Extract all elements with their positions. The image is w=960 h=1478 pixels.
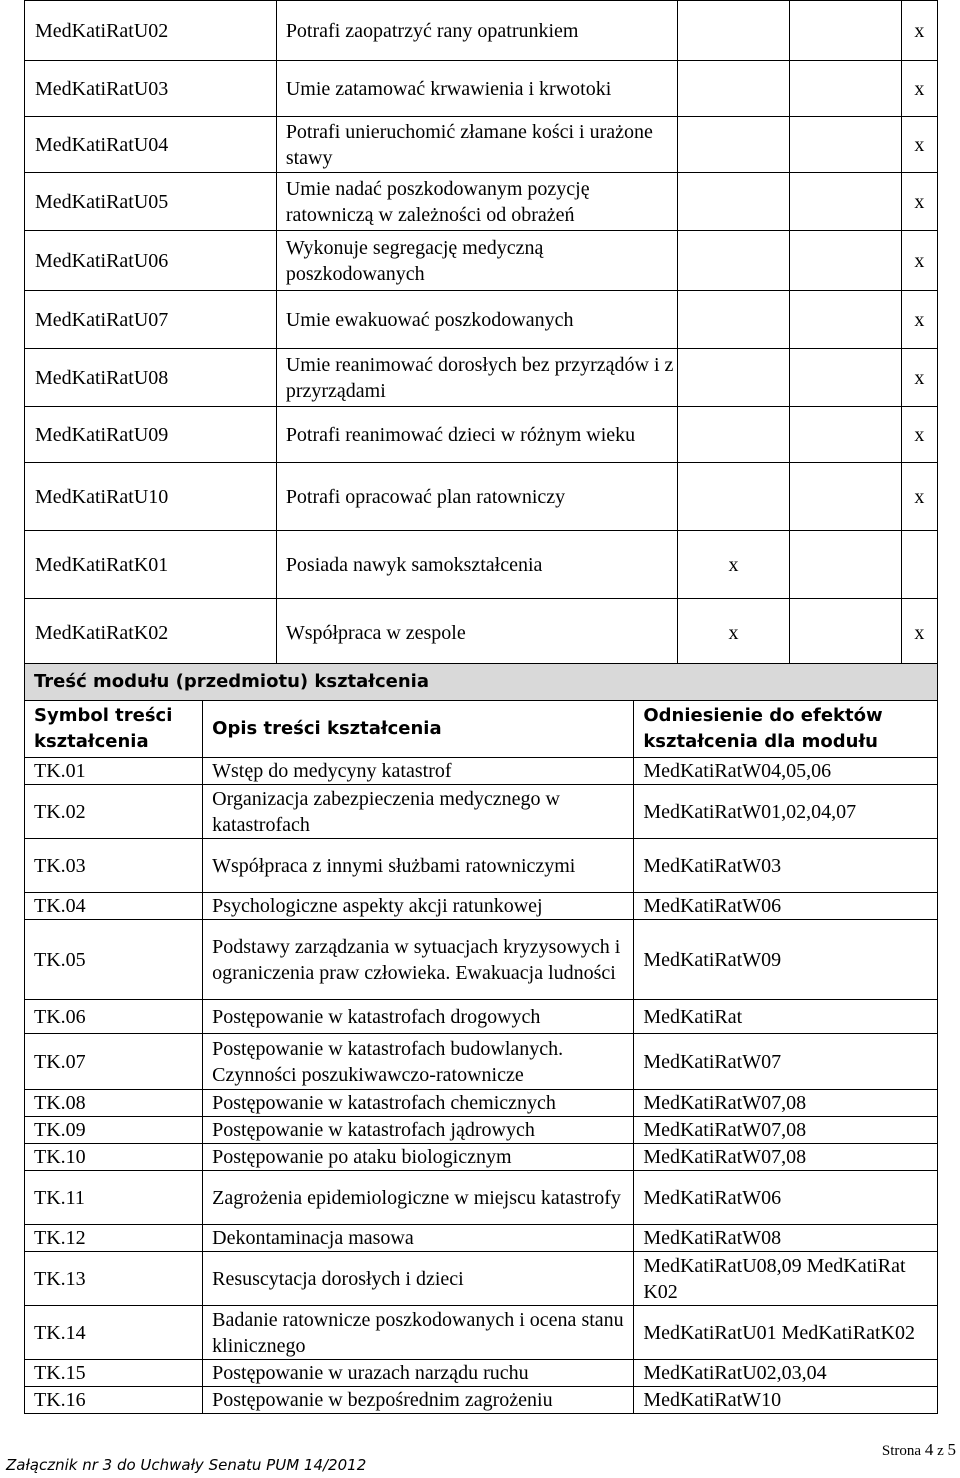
effect-code: MedKatiRatU08 <box>25 349 277 407</box>
effect-mark-k: x <box>901 463 937 531</box>
footer-page-total: 5 <box>947 1440 956 1459</box>
content-reference: MedKatiRatW03 <box>634 839 938 893</box>
content-reference: MedKatiRatW10 <box>634 1387 938 1414</box>
content-row <box>25 1306 938 1360</box>
content-row <box>25 1387 938 1414</box>
content-row <box>25 839 938 893</box>
effect-row <box>25 531 938 599</box>
effect-description: Umie zatamować krwawienia i krwotoki <box>276 61 677 117</box>
content-symbol: TK.03 <box>25 839 203 893</box>
effect-mark-u <box>789 117 901 173</box>
header-opis: Opis treści kształcenia <box>203 701 634 758</box>
content-symbol: TK.01 <box>25 758 203 785</box>
effect-mark-w <box>678 173 790 231</box>
effect-description: Umie ewakuować poszkodowanych <box>276 291 677 349</box>
effect-code: MedKatiRatU07 <box>25 291 277 349</box>
content-symbol: TK.10 <box>25 1144 203 1171</box>
content-symbol: TK.15 <box>25 1360 203 1387</box>
header-symbol: Symbol treści kształcenia <box>25 701 203 758</box>
module-content-table <box>24 663 938 1414</box>
effect-description: Umie reanimować dorosłych bez przyrządów i z przyrządami <box>276 349 677 407</box>
effect-description: Współpraca w zespole <box>276 599 677 667</box>
effect-description: Potrafi unieruchomić złamane kości i urażone stawy <box>276 117 677 173</box>
content-description: Podstawy zarządzania w sytuacjach kryzysowych i ograniczenia praw człowieka. Ewakuacja ludności <box>203 920 634 1000</box>
content-row <box>25 1000 938 1034</box>
content-symbol: TK.04 <box>25 893 203 920</box>
effect-mark-w: x <box>678 531 790 599</box>
effect-row <box>25 231 938 291</box>
content-description: Postępowanie w katastrofach jądrowych <box>203 1117 634 1144</box>
effect-mark-k: x <box>901 407 937 463</box>
content-description: Psychologiczne aspekty akcji ratunkowej <box>203 893 634 920</box>
effect-code: MedKatiRatK01 <box>25 531 277 599</box>
effect-mark-k: x <box>901 61 937 117</box>
content-table-title-row <box>25 664 938 701</box>
effect-row <box>25 349 938 407</box>
effect-mark-w <box>678 407 790 463</box>
content-reference: MedKatiRatW07,08 <box>634 1144 938 1171</box>
effect-mark-k: x <box>901 291 937 349</box>
content-row <box>25 1090 938 1117</box>
effect-description: Potrafi zaopatrzyć rany opatrunkiem <box>276 1 677 61</box>
effect-row <box>25 291 938 349</box>
footer-page-sep: z <box>937 1443 944 1459</box>
content-symbol: TK.07 <box>25 1034 203 1090</box>
content-description: Dekontaminacja masowa <box>203 1225 634 1252</box>
footer-page-prefix: Strona <box>881 1443 922 1459</box>
content-symbol: TK.02 <box>25 785 203 839</box>
content-reference: MedKatiRatW07,08 <box>634 1090 938 1117</box>
effect-mark-w <box>678 117 790 173</box>
effect-row <box>25 173 938 231</box>
content-symbol: TK.08 <box>25 1090 203 1117</box>
effect-code: MedKatiRatU10 <box>25 463 277 531</box>
content-table-title: Treść modułu (przedmiotu) kształcenia <box>25 664 938 701</box>
effect-mark-k <box>901 531 937 599</box>
effect-row <box>25 1 938 61</box>
content-reference: MedKatiRatW06 <box>634 1171 938 1225</box>
content-description: Postępowanie w katastrofach chemicznych <box>203 1090 634 1117</box>
content-row <box>25 758 938 785</box>
content-description: Wstęp do medycyny katastrof <box>203 758 634 785</box>
effect-code: MedKatiRatU05 <box>25 173 277 231</box>
content-description: Współpraca z innymi służbami ratowniczymi <box>203 839 634 893</box>
footer-attachment-note: Załącznik nr 3 do Uchwały Senatu PUM 14/2012 <box>6 1456 367 1474</box>
content-symbol: TK.13 <box>25 1252 203 1306</box>
effect-mark-u <box>789 531 901 599</box>
content-description: Zagrożenia epidemiologiczne w miejscu katastrofy <box>203 1171 634 1225</box>
content-row <box>25 1225 938 1252</box>
effect-mark-k: x <box>901 117 937 173</box>
header-ref: Odniesienie do efektów kształcenia dla modułu <box>634 701 938 758</box>
effect-description: Umie nadać poszkodowanym pozycję ratowniczą w zależności od obrażeń <box>276 173 677 231</box>
effect-mark-w <box>678 231 790 291</box>
effect-mark-w: x <box>678 599 790 667</box>
effect-mark-u <box>789 349 901 407</box>
content-description: Organizacja zabezpieczenia medycznego w katastrofach <box>203 785 634 839</box>
effect-mark-w <box>678 349 790 407</box>
effect-description: Potrafi opracować plan ratowniczy <box>276 463 677 531</box>
effect-description: Posiada nawyk samokształcenia <box>276 531 677 599</box>
content-description: Postępowanie w bezpośrednim zagrożeniu <box>203 1387 634 1414</box>
effect-row <box>25 61 938 117</box>
content-reference: MedKatiRatU02,03,04 <box>634 1360 938 1387</box>
content-reference: MedKatiRatW09 <box>634 920 938 1000</box>
content-row <box>25 785 938 839</box>
footer-page-current: 4 <box>924 1440 934 1459</box>
content-reference: MedKatiRatW08 <box>634 1225 938 1252</box>
footer-page-number <box>882 1440 956 1460</box>
content-symbol: TK.12 <box>25 1225 203 1252</box>
effect-mark-k: x <box>901 1 937 61</box>
content-description: Resuscytacja dorosłych i dzieci <box>203 1252 634 1306</box>
effect-row <box>25 407 938 463</box>
content-symbol: TK.09 <box>25 1117 203 1144</box>
content-description: Postępowanie w katastrofach budowlanych. Czynności poszukiwawczo-ratownicze <box>203 1034 634 1090</box>
effect-code: MedKatiRatU06 <box>25 231 277 291</box>
content-reference: MedKatiRatW07,08 <box>634 1117 938 1144</box>
content-row <box>25 1117 938 1144</box>
content-symbol: TK.14 <box>25 1306 203 1360</box>
effect-mark-w <box>678 61 790 117</box>
effect-mark-u <box>789 291 901 349</box>
effect-description: Wykonuje segregację medyczną poszkodowanych <box>276 231 677 291</box>
content-row <box>25 1360 938 1387</box>
effect-mark-u <box>789 1 901 61</box>
content-reference: MedKatiRatW04,05,06 <box>634 758 938 785</box>
content-row <box>25 1252 938 1306</box>
content-table-header-row <box>25 701 938 758</box>
effect-row <box>25 599 938 667</box>
content-row <box>25 893 938 920</box>
effect-mark-k: x <box>901 599 937 667</box>
content-reference: MedKatiRatU08,09 MedKatiRat K02 <box>634 1252 938 1306</box>
effect-mark-u <box>789 463 901 531</box>
content-description: Postępowanie po ataku biologicznym <box>203 1144 634 1171</box>
content-reference: MedKatiRatW07 <box>634 1034 938 1090</box>
content-row <box>25 920 938 1000</box>
effect-mark-u <box>789 407 901 463</box>
effect-mark-k: x <box>901 349 937 407</box>
content-reference: MedKatiRatW01,02,04,07 <box>634 785 938 839</box>
effect-mark-u <box>789 231 901 291</box>
content-symbol: TK.16 <box>25 1387 203 1414</box>
effect-mark-k: x <box>901 173 937 231</box>
effect-code: MedKatiRatK02 <box>25 599 277 667</box>
content-reference: MedKatiRatU01 MedKatiRatK02 <box>634 1306 938 1360</box>
effect-row <box>25 463 938 531</box>
effect-mark-u <box>789 173 901 231</box>
effect-code: MedKatiRatU02 <box>25 1 277 61</box>
effect-description: Potrafi reanimować dzieci w różnym wieku <box>276 407 677 463</box>
content-row <box>25 1034 938 1090</box>
effect-code: MedKatiRatU04 <box>25 117 277 173</box>
effect-mark-w <box>678 291 790 349</box>
effect-code: MedKatiRatU09 <box>25 407 277 463</box>
content-symbol: TK.05 <box>25 920 203 1000</box>
effect-mark-w <box>678 1 790 61</box>
content-description: Postępowanie w katastrofach drogowych <box>203 1000 634 1034</box>
effect-mark-u <box>789 599 901 667</box>
content-symbol: TK.11 <box>25 1171 203 1225</box>
effect-mark-u <box>789 61 901 117</box>
learning-effects-table <box>24 0 938 667</box>
content-description: Postępowanie w urazach narządu ruchu <box>203 1360 634 1387</box>
content-row <box>25 1144 938 1171</box>
effect-mark-w <box>678 463 790 531</box>
content-row <box>25 1171 938 1225</box>
content-description: Badanie ratownicze poszkodowanych i ocena stanu klinicznego <box>203 1306 634 1360</box>
content-reference: MedKatiRat <box>634 1000 938 1034</box>
effect-code: MedKatiRatU03 <box>25 61 277 117</box>
content-reference: MedKatiRatW06 <box>634 893 938 920</box>
content-symbol: TK.06 <box>25 1000 203 1034</box>
effect-row <box>25 117 938 173</box>
effect-mark-k: x <box>901 231 937 291</box>
